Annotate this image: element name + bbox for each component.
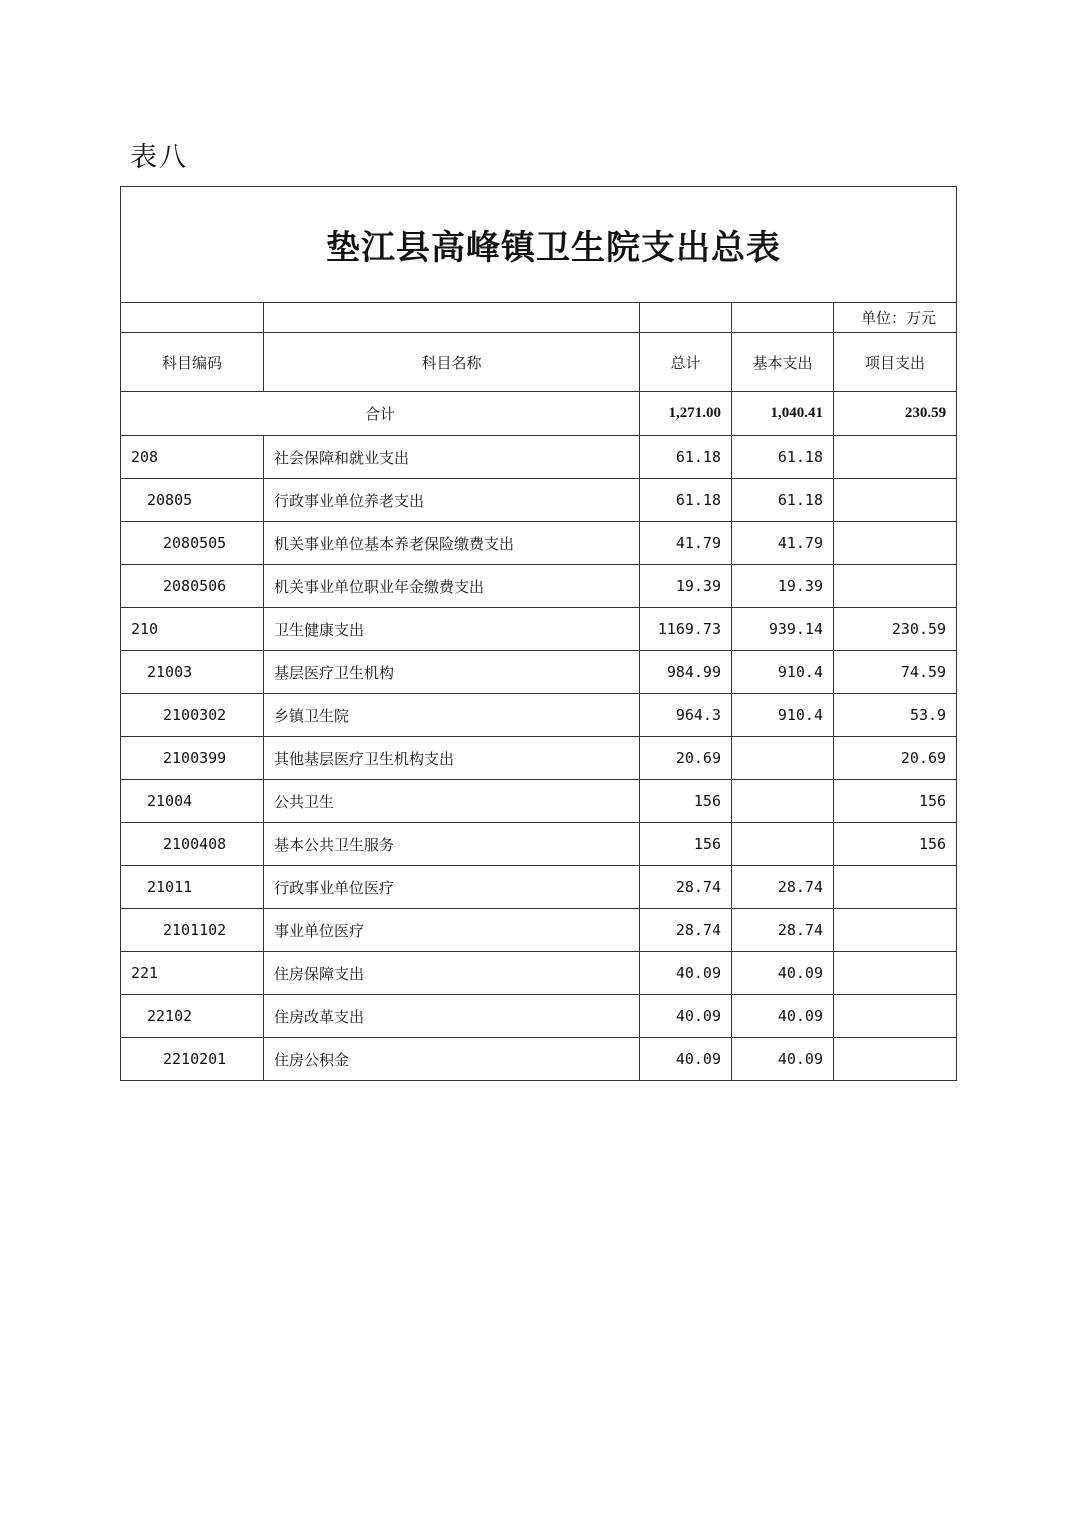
total-row <box>121 392 957 436</box>
row-code: 221 <box>121 952 264 995</box>
row-project <box>834 565 957 608</box>
row-basic: 40.09 <box>732 995 834 1038</box>
row-total: 41.79 <box>640 522 732 565</box>
row-name: 事业单位医疗 <box>264 909 640 952</box>
row-basic: 28.74 <box>732 866 834 909</box>
row-basic: 910.4 <box>732 651 834 694</box>
row-code: 2080505 <box>121 522 264 565</box>
table-row <box>121 565 957 608</box>
table-row <box>121 866 957 909</box>
unit-label: 单位：万元 <box>834 303 957 333</box>
row-project <box>834 952 957 995</box>
total-sum: 1,271.00 <box>640 392 732 436</box>
row-total: 1169.73 <box>640 608 732 651</box>
row-basic: 40.09 <box>732 1038 834 1081</box>
row-code: 22102 <box>121 995 264 1038</box>
row-total: 156 <box>640 823 732 866</box>
row-name: 乡镇卫生院 <box>264 694 640 737</box>
total-label: 合计 <box>121 392 640 436</box>
row-project: 20.69 <box>834 737 957 780</box>
header-project: 项目支出 <box>834 333 957 392</box>
header-code: 科目编码 <box>121 333 264 392</box>
row-project <box>834 479 957 522</box>
row-total: 964.3 <box>640 694 732 737</box>
table-row <box>121 651 957 694</box>
row-total: 40.09 <box>640 995 732 1038</box>
table-title-cell <box>121 187 957 303</box>
row-project: 74.59 <box>834 651 957 694</box>
row-total: 61.18 <box>640 436 732 479</box>
row-code: 2100302 <box>121 694 264 737</box>
row-project <box>834 436 957 479</box>
row-project <box>834 909 957 952</box>
row-basic: 19.39 <box>732 565 834 608</box>
row-name: 住房改革支出 <box>264 995 640 1038</box>
row-code: 2100399 <box>121 737 264 780</box>
header-row <box>121 333 957 392</box>
row-code: 2100408 <box>121 823 264 866</box>
row-total: 61.18 <box>640 479 732 522</box>
table-row <box>121 522 957 565</box>
row-name: 机关事业单位职业年金缴费支出 <box>264 565 640 608</box>
row-name: 社会保障和就业支出 <box>264 436 640 479</box>
table-row <box>121 436 957 479</box>
row-basic: 61.18 <box>732 436 834 479</box>
row-basic <box>732 737 834 780</box>
row-name: 机关事业单位基本养老保险缴费支出 <box>264 522 640 565</box>
table-row <box>121 995 957 1038</box>
table-row <box>121 780 957 823</box>
empty-cell <box>732 303 834 333</box>
row-code: 21003 <box>121 651 264 694</box>
table-label: 表八 <box>130 142 188 173</box>
row-project <box>834 522 957 565</box>
header-total: 总计 <box>640 333 732 392</box>
table-row <box>121 737 957 780</box>
row-code: 2080506 <box>121 565 264 608</box>
row-project: 156 <box>834 823 957 866</box>
unit-row <box>121 303 957 333</box>
total-basic: 1,040.41 <box>732 392 834 436</box>
row-code: 21011 <box>121 866 264 909</box>
row-name: 其他基层医疗卫生机构支出 <box>264 737 640 780</box>
row-basic: 28.74 <box>732 909 834 952</box>
table-row <box>121 694 957 737</box>
row-name: 卫生健康支出 <box>264 608 640 651</box>
row-project: 156 <box>834 780 957 823</box>
row-name: 基本公共卫生服务 <box>264 823 640 866</box>
row-code: 208 <box>121 436 264 479</box>
table-row <box>121 1038 957 1081</box>
row-project: 230.59 <box>834 608 957 651</box>
row-basic <box>732 823 834 866</box>
row-total: 20.69 <box>640 737 732 780</box>
empty-cell <box>264 303 640 333</box>
row-name: 住房公积金 <box>264 1038 640 1081</box>
row-basic: 61.18 <box>732 479 834 522</box>
row-total: 28.74 <box>640 909 732 952</box>
row-project <box>834 1038 957 1081</box>
row-total: 156 <box>640 780 732 823</box>
row-basic: 41.79 <box>732 522 834 565</box>
row-code: 20805 <box>121 479 264 522</box>
table-row <box>121 608 957 651</box>
row-project <box>834 866 957 909</box>
empty-cell <box>640 303 732 333</box>
header-basic: 基本支出 <box>732 333 834 392</box>
row-basic <box>732 780 834 823</box>
row-project: 53.9 <box>834 694 957 737</box>
row-total: 40.09 <box>640 1038 732 1081</box>
row-basic: 939.14 <box>732 608 834 651</box>
table-row <box>121 479 957 522</box>
row-total: 40.09 <box>640 952 732 995</box>
total-project: 230.59 <box>834 392 957 436</box>
row-code: 21004 <box>121 780 264 823</box>
table-row <box>121 952 957 995</box>
row-code: 2210201 <box>121 1038 264 1081</box>
table-row <box>121 909 957 952</box>
row-basic: 910.4 <box>732 694 834 737</box>
header-name: 科目名称 <box>264 333 640 392</box>
row-total: 19.39 <box>640 565 732 608</box>
table-row <box>121 823 957 866</box>
table-title: 垫江县高峰镇卫生院支出总表 <box>326 228 782 268</box>
row-name: 住房保障支出 <box>264 952 640 995</box>
row-name: 行政事业单位养老支出 <box>264 479 640 522</box>
row-basic: 40.09 <box>732 952 834 995</box>
expenditure-table <box>120 186 957 1081</box>
row-total: 28.74 <box>640 866 732 909</box>
row-total: 984.99 <box>640 651 732 694</box>
row-name: 公共卫生 <box>264 780 640 823</box>
row-project <box>834 995 957 1038</box>
row-code: 2101102 <box>121 909 264 952</box>
empty-cell <box>121 303 264 333</box>
row-name: 行政事业单位医疗 <box>264 866 640 909</box>
row-name: 基层医疗卫生机构 <box>264 651 640 694</box>
row-code: 210 <box>121 608 264 651</box>
